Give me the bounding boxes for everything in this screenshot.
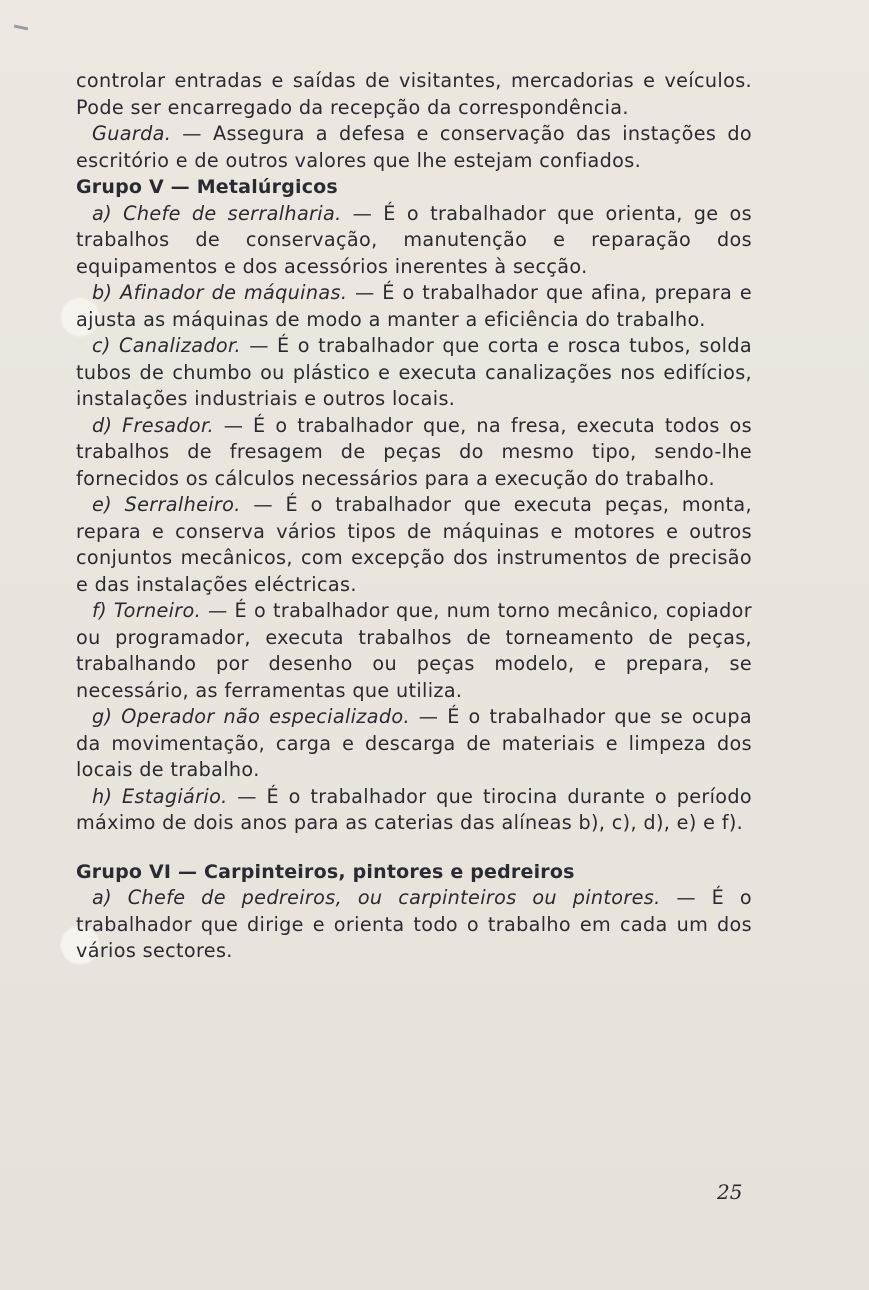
paragraph-guarda <box>76 121 752 174</box>
term-guarda: Guarda. <box>92 122 172 145</box>
item-serralheiro <box>76 492 752 598</box>
item-definition: — É o trabalhador que dirige e orienta todo o trabalho em cada um dos vários sectores. <box>76 886 753 962</box>
staple-mark <box>14 25 28 31</box>
item-definition: — É o trabalhador que executa peças, monta, repara e conserva vários tipos de máquinas e motores e outros conjuntos mecânicos, com excepção dos instrumentos de precisão e das instalações eléctricas. <box>76 493 752 596</box>
item-letter: h) <box>92 784 113 808</box>
group-heading-vi: Grupo VI — Carpinteiros, pintores e pedreiros <box>76 860 575 883</box>
item-term: Chefe de serralharia. <box>123 201 342 225</box>
item-definition: — É o trabalhador que corta e rosca tubos, solda tubos de chumbo ou plástico e executa canalizações nos edifícios, instalações industriais e outros locais. <box>76 334 752 410</box>
item-operador <box>76 704 752 784</box>
item-canalizador <box>76 333 752 413</box>
item-term: Afinador de máquinas. <box>120 281 348 304</box>
item-letter: f) <box>92 599 107 622</box>
item-letter: b) <box>92 281 113 304</box>
item-definition: — É o trabalhador que orienta, ge os trabalhos de conservação, manutenção e reparação dos equipamentos e dos acessórios inerentes à secção. <box>76 201 752 278</box>
item-letter: g) <box>92 705 113 728</box>
item-letter: a) <box>92 201 112 225</box>
item-afinador <box>76 280 752 333</box>
item-term: Torneiro. <box>113 599 202 622</box>
item-definition: — É o trabalhador que, num torno mecânico, copiador ou programador, executa trabalhos de torneamento de peças, trabalhando por desenho ou peças modelo, e prepara, se necessário, as ferramentas que utiliza. <box>76 599 753 702</box>
definition-guarda: — Assegura a defesa e conservação das instações do escritório e de outros valores que lhe estejam confiados. <box>76 122 752 172</box>
item-estagiario <box>76 784 752 837</box>
item-letter: a) <box>92 886 112 909</box>
item-term: Operador não especializado. <box>121 705 410 728</box>
item-definition: — É o trabalhador que afina, prepara e ajusta as máquinas de modo a manter a eficiência do trabalho. <box>76 281 753 331</box>
page-number: 25 <box>717 1180 743 1204</box>
item-fresador <box>76 413 752 493</box>
item-chefe-serralharia <box>76 201 752 281</box>
item-term: Fresador. <box>122 413 214 437</box>
item-term: Serralheiro. <box>124 493 241 516</box>
item-letter: e) <box>92 493 112 516</box>
item-torneiro <box>76 598 752 704</box>
paragraph-continuation: controlar entradas e saídas de visitantes, mercadorias e veículos. Pode ser encarregado da recepção da correspondência. <box>76 69 752 119</box>
item-term: Canalizador. <box>119 334 241 357</box>
item-letter: d) <box>92 413 113 437</box>
item-term: Chefe de pedreiros, ou carpinteiros ou pintores. <box>127 886 661 909</box>
body-text <box>76 68 752 965</box>
group-heading-v: Grupo V — Metalúrgicos <box>76 176 338 198</box>
item-letter: c) <box>92 334 111 357</box>
item-term: Estagiário. <box>122 784 228 808</box>
item-definition: — É o trabalhador que, na fresa, executa todos os trabalhos de fresagem de peças do mesmo tipo, sendo-lhe fornecidos os cálculos necessários para a execução do trabalho. <box>76 413 752 490</box>
item-chefe-pedreiros <box>76 885 752 965</box>
item-definition: — É o trabalhador que se ocupa da movimentação, carga e descarga de materiais e limpeza dos locais de trabalho. <box>76 705 753 781</box>
item-definition: — É o trabalhador que tirocina durante o período máximo de dois anos para as caterias das alíneas b), c), d), e) e f). <box>76 784 753 834</box>
